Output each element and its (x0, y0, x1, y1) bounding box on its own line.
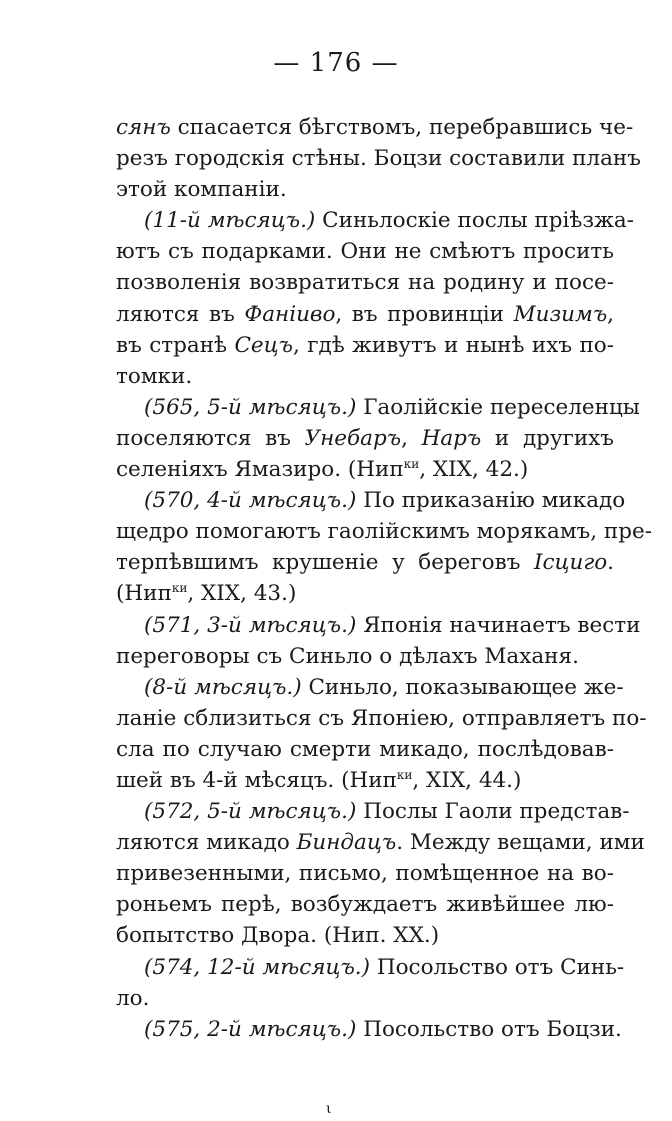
text-run: , гдѣ живутъ и нынѣ ихъ по- (292, 332, 615, 358)
text-line (116, 703, 647, 734)
text-line (116, 205, 634, 236)
italic-text: Унебаръ (304, 425, 402, 451)
text-run: Посольство отъ Синь- (370, 954, 625, 980)
text-line (116, 267, 614, 298)
italic-text: (11-й мѣсяцъ.) (144, 208, 316, 234)
superscript: ки (171, 581, 188, 596)
text-run: , XIX, 44.) (412, 767, 522, 793)
text-line (116, 889, 614, 920)
text-run: ляются въ (116, 301, 245, 327)
text-line (116, 330, 614, 361)
italic-text: (572, 5-й мѣсяцъ.) (144, 799, 357, 825)
text-line (116, 734, 614, 765)
text-line (116, 174, 614, 205)
text-run: (Нип (116, 581, 172, 607)
text-line (116, 858, 614, 889)
text-run: этой компаніи. (116, 177, 287, 203)
text-run: роньемъ перѣ, возбуждаетъ живѣйшее лю- (116, 892, 614, 918)
text-line (116, 641, 614, 672)
text-line (116, 796, 630, 827)
text-line (116, 983, 614, 1014)
body-text (116, 112, 652, 1045)
text-line (116, 299, 614, 330)
text-run: Японія начинаетъ вести (356, 612, 641, 638)
text-line (116, 392, 640, 423)
text-run: селеніяхъ Ямазиро. (Нип (116, 457, 404, 483)
text-line (116, 765, 614, 796)
text-run: томки. (116, 363, 193, 389)
superscript: ки (396, 767, 413, 782)
text-line (116, 1014, 622, 1045)
italic-text: Наръ (421, 425, 482, 451)
text-line (116, 143, 641, 174)
text-run: резъ городскія стѣны. Боцзи составили планъ (116, 146, 641, 172)
text-run: Посольство отъ Боцзи. (356, 1016, 622, 1042)
italic-text: Фаніиво (244, 301, 336, 327)
italic-text: Биндацъ (296, 830, 397, 856)
text-run: щедро помогаютъ гаолійскимъ морякамъ, пре- (116, 519, 652, 545)
text-run: , XIX, 43.) (187, 581, 297, 607)
text-line (116, 672, 624, 703)
italic-text: Сецъ (234, 332, 293, 358)
italic-text: Мизимъ (513, 301, 608, 327)
text-run: . Между вещами, ими (396, 830, 645, 856)
text-line (116, 827, 645, 858)
text-run: ляются микадо (116, 830, 297, 856)
text-run: , (607, 301, 615, 327)
italic-text: (574, 12-й мѣсяцъ.) (144, 954, 371, 980)
text-run: спасается бѣгствомъ, перебравшись че- (170, 115, 634, 140)
italic-text: сянъ (116, 115, 171, 140)
text-line (116, 485, 626, 516)
text-run: терпѣвшимъ крушеніе у береговъ (116, 550, 534, 576)
text-run: , XIX, 42.) (419, 457, 529, 483)
text-run: . (607, 550, 614, 576)
text-run: поселяются въ (116, 425, 305, 451)
italic-text: (570, 4-й мѣсяцъ.) (144, 488, 357, 514)
italic-text: (565, 5-й мѣсяцъ.) (144, 394, 357, 420)
text-run: шей въ 4-й мѣсяцъ. (Нип (116, 767, 397, 793)
text-run: позволенія возвратиться на родину и посе- (116, 270, 614, 296)
text-line (116, 112, 634, 143)
italic-text: Ісциго (533, 550, 608, 576)
text-line (116, 454, 614, 485)
text-line (116, 547, 614, 578)
page-number: — 176 — (273, 48, 399, 78)
text-run: Послы Гаоли представ- (356, 799, 630, 825)
text-run: бопытство Двора. (Нип. XX.) (116, 923, 440, 949)
text-line (116, 516, 652, 547)
italic-text: (571, 3-й мѣсяцъ.) (144, 612, 357, 638)
text-run: , (401, 425, 422, 451)
text-line (116, 920, 614, 951)
text-run: По приказанію микадо (356, 488, 626, 514)
text-run: Гаолійскіе переселенцы (356, 394, 640, 420)
text-run: сла по случаю смерти микадо, послѣдовав- (116, 736, 614, 762)
italic-text: (8-й мѣсяцъ.) (144, 674, 302, 700)
text-run: , въ провинціи (335, 301, 514, 327)
text-line (116, 610, 641, 641)
text-run: ютъ съ подарками. Они не смѣютъ просить (116, 239, 614, 265)
text-line (116, 423, 614, 454)
text-run: Синьло, показывающее же- (301, 674, 624, 700)
text-run: ланіе сблизиться съ Японіею, отправляетъ по- (116, 705, 647, 731)
text-run: ло. (116, 985, 150, 1011)
text-line (116, 361, 614, 392)
text-line (116, 578, 614, 609)
italic-text: (575, 2-й мѣсяцъ.) (144, 1016, 357, 1042)
text-run: привезенными, письмо, помѣщенное на во- (116, 861, 614, 887)
text-run: Синьлоскіе послы пріѣзжа- (315, 208, 634, 234)
footer-mark: ι (326, 1101, 332, 1117)
text-line (116, 952, 625, 983)
text-run: переговоры съ Синьло о дѣлахъ Маханя. (116, 643, 579, 669)
text-line (116, 236, 614, 267)
text-run: въ странѣ (116, 332, 235, 358)
text-run: и другихъ (481, 425, 614, 451)
superscript: ки (403, 457, 420, 472)
